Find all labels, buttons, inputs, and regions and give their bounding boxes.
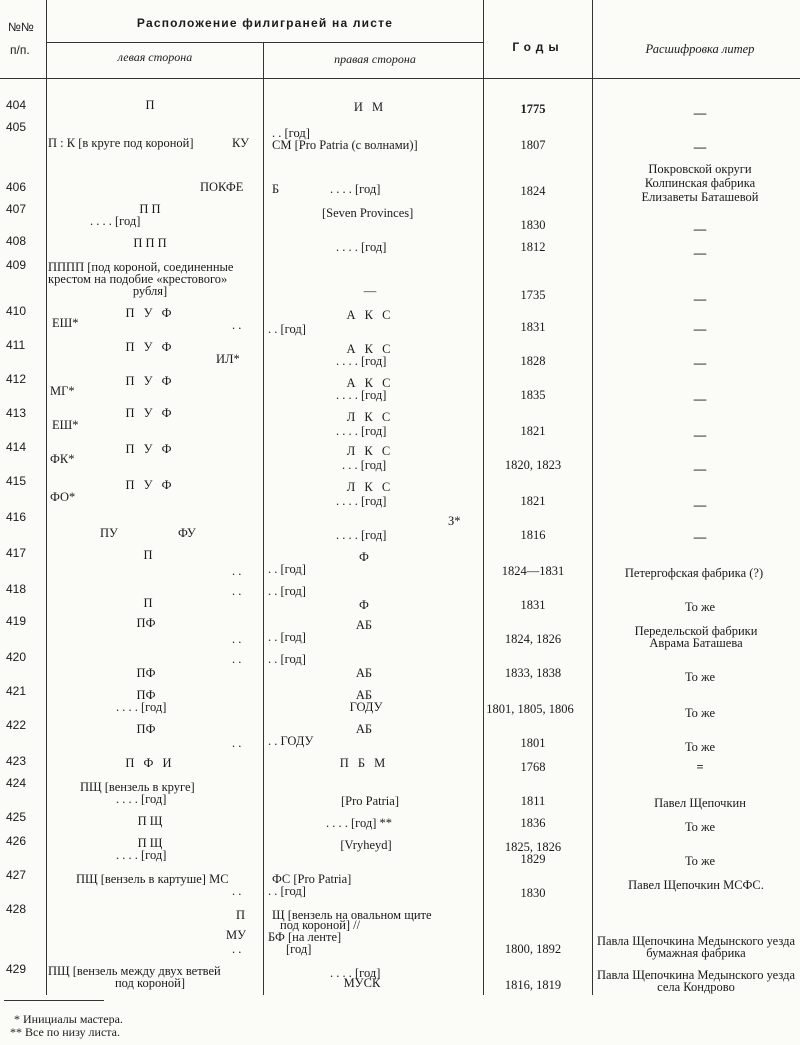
left-watermark: ФУ xyxy=(178,526,196,540)
left-watermark-year: . . . . [год] xyxy=(116,792,167,806)
right-watermark: И М xyxy=(353,100,387,114)
decoding: Павел Щепочкин МСФС. xyxy=(628,878,764,892)
year: 1800, 1892 xyxy=(504,942,562,956)
header-right-side: правая сторона xyxy=(334,52,416,66)
header-subrule xyxy=(46,42,483,43)
row-number: 409 xyxy=(6,258,27,272)
left-watermark: П П xyxy=(139,202,161,216)
decoding: Павла Щепочкина Медынского уезда xyxy=(596,968,796,982)
left-watermark: ПФ xyxy=(136,722,156,736)
decoding: Покровской округи xyxy=(648,162,752,176)
left-watermark: П xyxy=(236,908,246,922)
year: 1807 xyxy=(520,138,546,152)
decoding: То же xyxy=(684,854,716,868)
master-initials: ФО* xyxy=(50,490,76,504)
right-watermark-year: . . [год] xyxy=(268,322,306,336)
right-watermark: АБ xyxy=(355,688,373,702)
row-number: 416 xyxy=(6,510,27,524)
right-watermark: АБ xyxy=(355,666,373,680)
left-watermark: П xyxy=(145,98,155,112)
decoding: — xyxy=(693,392,707,406)
decoding: — xyxy=(693,140,707,154)
left-watermark: П Ф И xyxy=(125,756,175,770)
year: 1824 xyxy=(520,184,546,198)
year: 1824—1831 xyxy=(501,564,565,578)
decoding: То же xyxy=(684,600,716,614)
header-num: №№ xyxy=(8,20,34,34)
row-number: 411 xyxy=(6,338,26,352)
year: 1836 xyxy=(520,816,546,830)
year: 1820, 1823 xyxy=(504,458,562,472)
right-watermark: МУСК xyxy=(343,976,381,990)
decoding: — xyxy=(693,498,707,512)
decoding: Передельской фабрики xyxy=(634,624,758,638)
row-number: 408 xyxy=(6,234,27,248)
left-watermark: МУ xyxy=(226,928,246,942)
year: 1821 xyxy=(520,424,546,438)
right-watermark-year: . . . . [год] ** xyxy=(326,816,393,830)
left-watermark: П У Ф xyxy=(125,340,175,354)
left-watermark: ПФ xyxy=(136,666,156,680)
right-watermark: Ф xyxy=(359,598,369,612)
left-watermark-year: . . xyxy=(232,632,242,646)
right-watermark: ФС [Pro Patria] xyxy=(272,872,352,886)
decoding: — xyxy=(693,530,707,544)
left-watermark-year: . . . . [год] xyxy=(116,700,167,714)
year: 1831 xyxy=(520,320,546,334)
left-watermark: ПППП [под короной, соединенные xyxy=(48,260,234,274)
row-number: 410 xyxy=(6,304,27,318)
left-watermark-year: . . xyxy=(232,318,242,332)
decoding: бумажная фабрика xyxy=(646,946,746,960)
left-watermark-initials: КУ xyxy=(232,136,249,150)
footnote-bottom-of-sheet: ** Все по низу листа. xyxy=(10,1025,121,1039)
decoding: — xyxy=(693,246,707,260)
row-number: 417 xyxy=(6,546,27,560)
header-num-sub: п/п. xyxy=(10,43,30,57)
right-watermark-year: . . . . [год] xyxy=(336,354,387,368)
master-initials: МГ* xyxy=(50,384,75,398)
left-watermark-year: . . . . [год] xyxy=(90,214,141,228)
year: 1768 xyxy=(520,760,546,774)
header-decode: Расшифровка литер xyxy=(645,42,755,56)
row-number: 415 xyxy=(6,474,27,488)
footnote-master-initials: * Инициалы мастера. xyxy=(14,1012,123,1026)
left-watermark: П У Ф xyxy=(125,374,175,388)
left-watermark: рубля] xyxy=(132,284,168,298)
right-watermark: ГОДУ xyxy=(349,700,383,714)
header-left-side: левая сторона xyxy=(117,50,193,64)
row-number: 419 xyxy=(6,614,27,628)
decoding: Аврама Баташева xyxy=(649,636,743,650)
decoding: Елизаветы Баташевой xyxy=(641,190,759,204)
right-watermark-year: . . . . [год] xyxy=(336,424,387,438)
right-watermark-year: . . . [год] xyxy=(342,458,387,472)
decoding: Петергофская фабрика (?) xyxy=(624,566,764,580)
decoding: — xyxy=(693,106,707,120)
decoding: — xyxy=(693,222,707,236)
right-watermark: . . ГОДУ xyxy=(268,734,314,748)
right-watermark-year: . . [год] xyxy=(268,884,306,898)
right-watermark: А К С xyxy=(346,342,394,356)
column-divider xyxy=(263,42,264,995)
row-number: 424 xyxy=(6,776,27,790)
left-watermark: ПФ xyxy=(136,688,156,702)
left-watermark: П У Ф xyxy=(125,406,175,420)
row-number: 407 xyxy=(6,202,27,216)
row-number: 423 xyxy=(6,754,27,768)
master-initials: ЕШ* xyxy=(52,418,79,432)
row-number: 406 xyxy=(6,180,27,194)
row-number: 429 xyxy=(6,962,27,976)
decoding: — xyxy=(693,292,707,306)
row-number: 420 xyxy=(6,650,27,664)
left-watermark: ПУ xyxy=(100,526,118,540)
right-watermark-year: . . [год] xyxy=(268,630,306,644)
year: 1801, 1805, 1806 xyxy=(486,702,574,716)
row-number: 426 xyxy=(6,834,27,848)
left-watermark-year: . . xyxy=(232,736,242,750)
year: 1735 xyxy=(520,288,546,302)
row-number: 428 xyxy=(6,902,27,916)
year: 1830 xyxy=(520,218,546,232)
right-watermark: А К С xyxy=(346,376,394,390)
right-watermark: А К С xyxy=(346,308,394,322)
right-watermark: БФ [на ленте] xyxy=(268,930,342,944)
header-location: Расположение филиграней на листе xyxy=(136,16,394,30)
decoding: — xyxy=(693,322,707,336)
left-watermark: П : К [в круге под короной] xyxy=(48,136,194,150)
left-watermark: П У Ф xyxy=(125,306,175,320)
left-watermark: П Щ xyxy=(137,836,163,850)
year: 1825, 1826 xyxy=(504,840,562,854)
right-watermark: Ф xyxy=(359,550,369,564)
year: 1830 xyxy=(520,886,546,900)
left-watermark: П У Ф xyxy=(125,478,175,492)
row-number: 414 xyxy=(6,440,27,454)
decoding: То же xyxy=(684,706,716,720)
right-watermark: [Seven Provinces] xyxy=(322,206,414,220)
left-watermark: П П П xyxy=(133,236,167,250)
decoding: То же xyxy=(684,670,716,684)
right-watermark: Л К С xyxy=(346,410,394,424)
right-watermark: Щ [вензель на овальном щите xyxy=(272,908,432,922)
decoding: То же xyxy=(684,820,716,834)
right-watermark-year: . . . . [год] xyxy=(336,528,387,542)
right-watermark-year: . . . . [год] xyxy=(330,966,381,980)
year: 1821 xyxy=(520,494,546,508)
row-number: 413 xyxy=(6,406,27,420)
left-watermark-year: . . xyxy=(232,884,242,898)
column-divider xyxy=(483,0,484,995)
left-watermark: ПФ xyxy=(136,616,156,630)
decoding: села Кондрово xyxy=(657,980,735,994)
right-watermark: П Б М xyxy=(339,756,389,770)
column-divider xyxy=(46,0,47,995)
row-number: 405 xyxy=(6,120,27,134)
right-watermark: Л К С xyxy=(346,480,394,494)
right-watermark: [Vryheyd] xyxy=(340,838,392,852)
decoding: Павла Щепочкина Медынского уезда xyxy=(596,934,796,948)
decoding: То же xyxy=(684,740,716,754)
master-initials: ФК* xyxy=(50,452,75,466)
row-number: 425 xyxy=(6,810,27,824)
master-initials: ЕШ* xyxy=(52,316,79,330)
header-rule xyxy=(0,78,800,79)
left-watermark: П xyxy=(143,596,153,610)
year: 1829 xyxy=(520,852,546,866)
left-watermark-year: . . xyxy=(232,584,242,598)
year: 1816, 1819 xyxy=(504,978,562,992)
year: 1833, 1838 xyxy=(504,666,562,680)
master-initials: З* xyxy=(448,514,461,528)
decoding: Колпинская фабрика xyxy=(644,176,756,190)
row-number: 421 xyxy=(6,684,27,698)
right-watermark: . . . . [год] xyxy=(336,240,387,254)
decoding: — xyxy=(693,356,707,370)
right-watermark-year: . . . . [год] xyxy=(336,494,387,508)
row-number: 412 xyxy=(6,372,27,386)
right-watermark-year: . . [год] xyxy=(268,652,306,666)
left-watermark: П У Ф xyxy=(125,442,175,456)
year: 1816 xyxy=(520,528,546,542)
master-initials: ИЛ* xyxy=(216,352,240,366)
left-watermark: П Щ xyxy=(137,814,163,828)
header-years: Годы xyxy=(512,40,564,54)
left-watermark-year: . . . . [год] xyxy=(116,848,167,862)
right-watermark: — xyxy=(363,284,377,298)
right-watermark: СМ [Pro Patria (с волнами)] xyxy=(272,138,418,152)
right-watermark-year: . . . . [год] xyxy=(330,182,381,196)
right-watermark-year: . . . . [год] xyxy=(336,388,387,402)
year: 1835 xyxy=(520,388,546,402)
right-watermark: АБ xyxy=(355,722,373,736)
row-number: 422 xyxy=(6,718,27,732)
decoding: Павел Щепочкин xyxy=(654,796,746,810)
right-watermark-year: [год] xyxy=(286,942,312,956)
right-watermark: [Pro Patria] xyxy=(341,794,399,808)
footnote-rule xyxy=(4,1000,104,1001)
year: 1824, 1826 xyxy=(504,632,562,646)
row-number: 418 xyxy=(6,582,27,596)
left-watermark: крестом на подобие «крестового» xyxy=(48,272,228,286)
left-watermark: ПЩ [вензель в картуше] МС xyxy=(76,872,229,886)
row-number: 404 xyxy=(6,98,27,112)
left-watermark: П xyxy=(143,548,153,562)
year: 1801 xyxy=(520,736,546,750)
left-watermark: под короной] xyxy=(114,976,186,990)
left-watermark: ПЩ [вензель в круге] xyxy=(80,780,195,794)
right-watermark-year: . . [год] xyxy=(272,126,310,140)
left-watermark: ПОКФЕ xyxy=(200,180,244,194)
row-number: 427 xyxy=(6,868,27,882)
year: 1775 xyxy=(520,102,546,116)
right-watermark: Л К С xyxy=(346,444,394,458)
right-watermark-year: . . [год] xyxy=(268,562,306,576)
left-watermark: ПЩ [вензель между двух ветвей xyxy=(48,964,221,978)
column-divider xyxy=(592,0,593,995)
decoding: — xyxy=(693,462,707,476)
left-watermark-year: . . xyxy=(232,942,242,956)
decoding: — xyxy=(693,428,707,442)
right-watermark: АБ xyxy=(355,618,373,632)
left-watermark-year: . . xyxy=(232,564,242,578)
right-watermark: под короной] // xyxy=(280,918,361,932)
left-watermark-year: . . xyxy=(232,652,242,666)
year: 1828 xyxy=(520,354,546,368)
year: 1831 xyxy=(520,598,546,612)
right-watermark: Б xyxy=(272,182,280,196)
right-watermark-year: . . [год] xyxy=(268,584,306,598)
year: 1812 xyxy=(520,240,546,254)
decoding: = xyxy=(696,760,704,774)
year: 1811 xyxy=(520,794,546,808)
